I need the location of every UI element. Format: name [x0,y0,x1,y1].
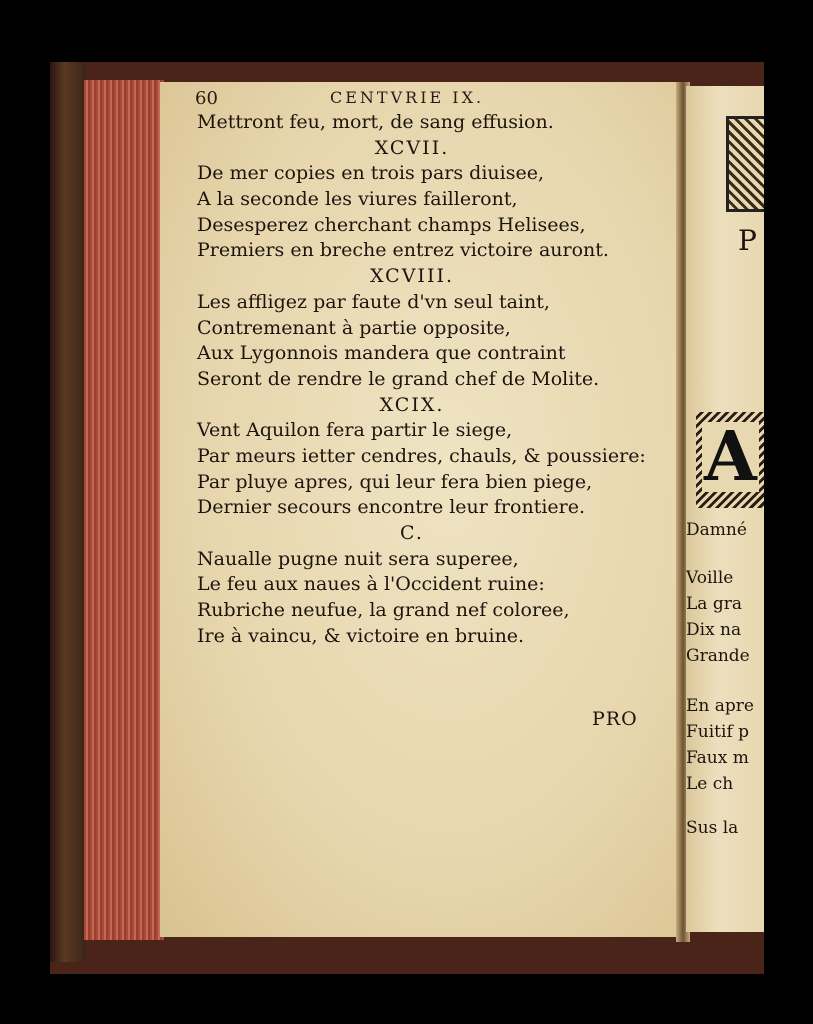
page-number: 60 [195,88,218,109]
quatrain-number: C. [400,522,424,544]
text-line: Les affligez par faute d'vn seul taint, [197,290,550,313]
running-title: CENTVRIE IX. [330,88,485,107]
quatrain-number: XCIX. [379,393,445,416]
text-line: Ire à vaincu, & victoire en bruine. [197,624,525,647]
quatrain-number: XCVII. [374,136,450,159]
right-fragment: Faux m [686,748,749,768]
quatrain-number: XCVIII. [369,265,454,288]
book-spine-edge [50,62,86,962]
right-fragment: Grande [686,646,750,666]
right-fragment: Le ch [686,774,734,794]
quatrain-text [197,110,667,649]
right-fragment: Damné [686,520,747,540]
text-line: Seront de rendre le grand chef de Molite. [197,367,600,390]
text-line: Par pluye apres, qui leur fera bien piege, [197,470,593,493]
page-header [195,88,645,110]
text-line: Premiers en breche entrez victoire auront. [197,239,609,262]
drop-cap [696,412,764,508]
text-line: Mettront feu, mort, de sang effusion. [197,111,554,133]
right-page [686,86,764,932]
ornament-icon [726,116,764,212]
text-line: De mer copies en trois pars diuisee, [197,162,544,185]
right-fragment: Sus la [686,818,739,838]
text-line: A la seconde les viures failleront, [197,188,518,211]
right-fragment: Fuitif p [686,722,750,742]
text-line: Naualle pugne nuit sera superee, [197,547,519,570]
right-page-initial: P [738,224,757,257]
right-fragment: En apre [686,696,754,716]
text-line: Par meurs ietter cendres, chauls, & poussiere: [197,444,646,467]
text-line: Rubriche neufue, la grand nef coloree, [197,599,570,622]
text-line: Dernier secours encontre leur frontiere. [197,496,586,519]
text-line: Desesperez cherchant champs Helisees, [197,213,586,236]
page-edges [84,80,164,940]
right-fragment: Voille [686,568,734,588]
drop-cap-letter: A [704,417,757,497]
right-fragment: Dix na [686,620,742,640]
text-line: Vent Aquilon fera partir le siege, [197,419,513,442]
text-line: Contremenant à partie opposite, [197,316,511,339]
catchword: PRO [592,708,638,730]
text-line: Le feu aux naues à l'Occident ruine: [197,573,545,596]
text-line: Aux Lygonnois mandera que contraint [197,342,566,365]
right-fragment: La gra [686,594,742,614]
